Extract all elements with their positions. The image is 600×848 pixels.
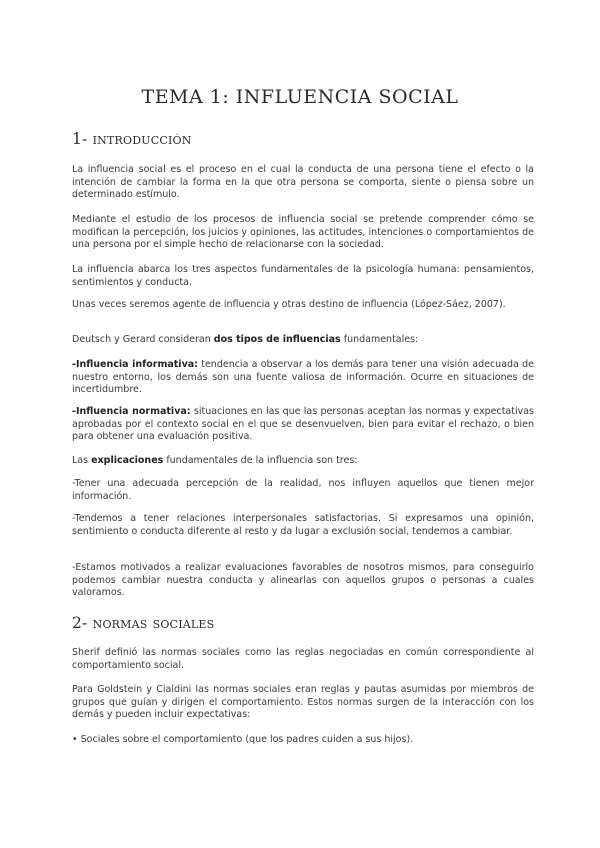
- bold-text: explicaciones: [91, 455, 164, 466]
- paragraph-sherif: Sherif definió las normas sociales como las reglas negociadas en común correspondiente al comportamiento social.: [72, 647, 534, 671]
- paragraph-explanation-2: -Tendemos a tener relaciones interpersonales satisfactorias. Si expresamos una opinión, sentimiento o conducta diferente al resto y da lugar a exclusión social, tendemos a cambiar.: [72, 513, 534, 537]
- paragraph-normative-influence: [72, 406, 534, 444]
- text-span: fundamentales:: [340, 334, 419, 345]
- page-title: TEMA 1: INFLUENCIA SOCIAL: [141, 86, 459, 108]
- text-span: tendencia a observar a los demás para tener una visión adecuada de nuestro entorno, los demás son una fuente valiosa de información. Ocurre en situaciones de incertidumbre.: [72, 359, 534, 396]
- paragraph-deutsch-gerard: [72, 334, 534, 347]
- paragraph-explanation-3: -Estamos motivados a realizar evaluaciones favorables de nosotros mismos, para conseguirlo podemos cambiar nuestra conducta y alinearlas con aquellos grupos o personas a cuales valoramos.: [72, 562, 534, 599]
- paragraph-aspects: La influencia abarca los tres aspectos fundamentales de la psicología humana: pensamientos, sentimientos y conducta.: [72, 264, 534, 288]
- paragraph-explanations: [72, 455, 534, 468]
- text-span: fundamentales de la influencia son tres:: [163, 455, 358, 466]
- paragraph-explanation-1: -Tener una adecuada percepción de la realidad, nos influyen aquellos que tienen mejor información.: [72, 478, 534, 502]
- section-heading-introduccion: 1- introducción: [72, 130, 192, 148]
- bullet-item-social-behavior: • Sociales sobre el comportamiento (que los padres cuiden a sus hijos).: [72, 734, 414, 745]
- bold-text: -Influencia informativa:: [72, 359, 198, 370]
- text-span: situaciones en las que las personas aceptan las normas y expectativas aprobadas por el contexto social en el que se desenvuelven, bien para evitar el rechazo, o bien para obtener una evaluación positiva.: [72, 406, 535, 443]
- paragraph-definition: La influencia social es el proceso en el cual la conducta de una persona tiene el efecto o la intención de cambiar la forma en la que otra persona se comporta, siente o piensa sobre un determinado estímulo.: [72, 164, 534, 201]
- paragraph-informative-influence: [72, 359, 534, 397]
- paragraph-goldstein-cialdini: Para Goldstein y Cialdini las normas sociales eran reglas y pautas asumidas por miembros de grupos que guían y dirigen el comportamiento. Estos normas surgen de la interacción con los demás y pueden incluir expectativas:: [72, 684, 534, 721]
- bold-text: -Influencia normativa:: [72, 406, 191, 417]
- section-heading-normas-sociales: 2- normas sociales: [72, 614, 215, 632]
- paragraph-agent: Unas veces seremos agente de influencia y otras destino de influencia (López-Sáez, 2007).: [72, 299, 506, 310]
- text-span: Deutsch y Gerard consideran: [72, 334, 214, 345]
- text-span: Las: [72, 455, 92, 466]
- paragraph-study: Mediante el estudio de los procesos de influencia social se pretende comprender cómo se modifican la percepción, los juicios y opiniones, las actitudes, intenciones o comportamientos de una persona por el simple hecho de relacionarse con la sociedad.: [72, 214, 534, 251]
- bold-text: dos tipos de influencias: [213, 334, 341, 345]
